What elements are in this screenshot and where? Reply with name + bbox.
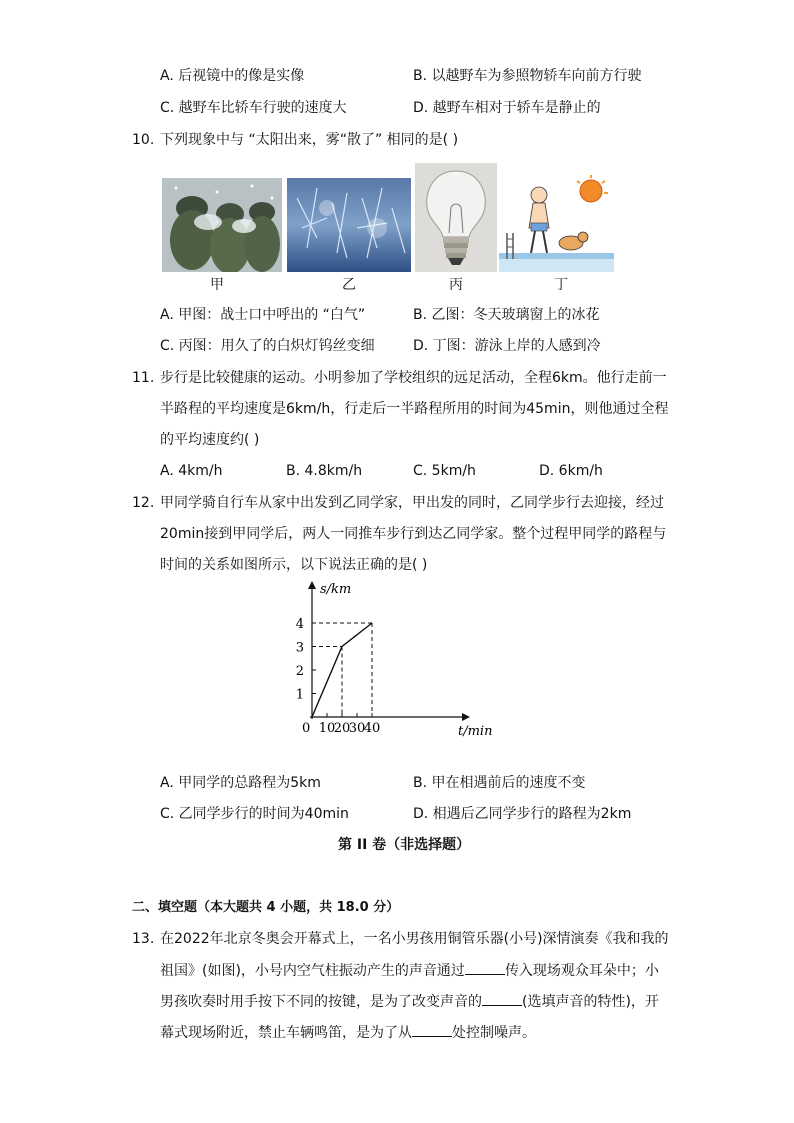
- q11-option-a: A. 4km/h: [160, 463, 223, 479]
- q12-option-c: C. 乙同学步行的时间为40min: [160, 806, 349, 822]
- x-axis-label: t/min: [458, 724, 493, 739]
- q10-option-d: D. 丁图：游泳上岸的人感到冷: [413, 338, 601, 354]
- q9-option-c: C. 越野车比轿车行驶的速度大: [160, 100, 347, 116]
- q13-line3-text-b: (选填声音的特性)，开: [522, 994, 659, 1010]
- x-axis-arrow: [462, 713, 470, 721]
- q13-blank-3[interactable]: [412, 1022, 452, 1037]
- q13-line2-text-b: 传入现场观众耳朵中；小: [504, 963, 659, 979]
- y-axis-arrow: [308, 581, 316, 589]
- q10-option-c: C. 丙图：用久了的白炽灯钨丝变细: [160, 338, 375, 354]
- y-axis-label: s/km: [320, 582, 352, 597]
- distance-time-chart: [290, 575, 510, 745]
- cartoon-swimmer-shivering: [499, 173, 614, 272]
- q11-option-c: C. 5km/h: [413, 463, 476, 479]
- q9-option-a: A. 后视镜中的像是实像: [160, 68, 305, 84]
- photo-light-bulb: [415, 163, 497, 272]
- photo-ice-flowers: [287, 178, 411, 272]
- q12-number: 12.: [132, 495, 155, 511]
- q11-line2: 半路程的平均速度是6km/h，行走后一半路程所用的时间为45min，则他通过全程: [160, 401, 669, 417]
- photo-soldiers-breath: [162, 178, 282, 272]
- q12-option-a: A. 甲同学的总路程为5km: [160, 775, 321, 791]
- q13-line2: [160, 960, 659, 981]
- q10-number: 10.: [132, 132, 155, 148]
- q11-number: 11.: [132, 370, 155, 386]
- q10-option-a: A. 甲图：战士口中呼出的 “白气”: [160, 307, 366, 323]
- q13-blank-1[interactable]: [465, 960, 505, 975]
- y-tick-label: 2: [295, 664, 304, 679]
- q13-line4: [160, 1022, 536, 1043]
- caption-jia: 甲: [210, 277, 224, 293]
- q13-line3-text-a: 男孩吹奏时用手按下不同的按键，是为了改变声音的: [160, 994, 482, 1010]
- y-tick-label: 1: [295, 687, 304, 703]
- q11-option-d: D. 6km/h: [539, 463, 603, 479]
- q13-line2-text-a: 祖国》(如图)，小号内空气柱振动产生的声音通过: [160, 963, 465, 979]
- q13-blank-2[interactable]: [482, 991, 522, 1006]
- caption-yi: 乙: [342, 277, 356, 293]
- q13-number: 13.: [132, 931, 155, 947]
- q13-line4-text-b: 处控制噪声。: [452, 1025, 536, 1041]
- x-tick-label: 40: [363, 721, 381, 736]
- q9-option-b: B. 以越野车为参照物轿车向前方行驶: [413, 68, 642, 84]
- q12-option-d: D. 相遇后乙同学步行的路程为2km: [413, 806, 632, 822]
- q12-line2: 20min接到甲同学后，两人一同推车步行到达乙同学家。整个过程甲同学的路程与: [160, 526, 667, 542]
- q13-line4-text-a: 幕式现场附近，禁止车辆鸣笛，是为了从: [160, 1025, 412, 1041]
- y-tick-label: 3: [295, 640, 304, 656]
- q10-option-b: B. 乙图：冬天玻璃窗上的冰花: [413, 307, 600, 323]
- q12-option-b: B. 甲在相遇前后的速度不变: [413, 775, 586, 791]
- y-tick-label: 4: [295, 617, 304, 632]
- q13-line3: [160, 991, 659, 1012]
- q12-line1: 甲同学骑自行车从家中出发到乙同学家，甲出发的同时，乙同学步行去迎接，经过: [160, 495, 664, 511]
- q13-line1: 在2022年北京冬奥会开幕式上，一名小男孩用铜管乐器(小号)深情演奏《我和我的: [160, 931, 669, 947]
- origin-label: 0: [302, 721, 311, 736]
- x-tick-label: 20: [333, 721, 351, 736]
- x-tick-label: 30: [348, 721, 366, 736]
- caption-ding: 丁: [554, 277, 568, 293]
- q11-line1: 步行是比较健康的运动。小明参加了学校组织的远足活动，全程6km。他行走前一: [160, 370, 667, 386]
- q9-option-d: D. 越野车相对于轿车是静止的: [413, 100, 601, 116]
- q11-option-b: B. 4.8km/h: [286, 463, 363, 479]
- caption-bing: 丙: [449, 277, 463, 293]
- q11-line3: 的平均速度约( ): [160, 432, 260, 448]
- section-title: 第 II 卷（非选择题）: [338, 837, 471, 853]
- x-tick-label: 10: [318, 721, 336, 736]
- part-title: 二、填空题（本大题共 4 小题，共 18.0 分）: [132, 900, 400, 915]
- q12-line3: 时间的关系如图所示，以下说法正确的是( ): [160, 557, 428, 573]
- q10-stem: 下列现象中与 “太阳出来，雾“散了” 相同的是( ): [160, 132, 459, 148]
